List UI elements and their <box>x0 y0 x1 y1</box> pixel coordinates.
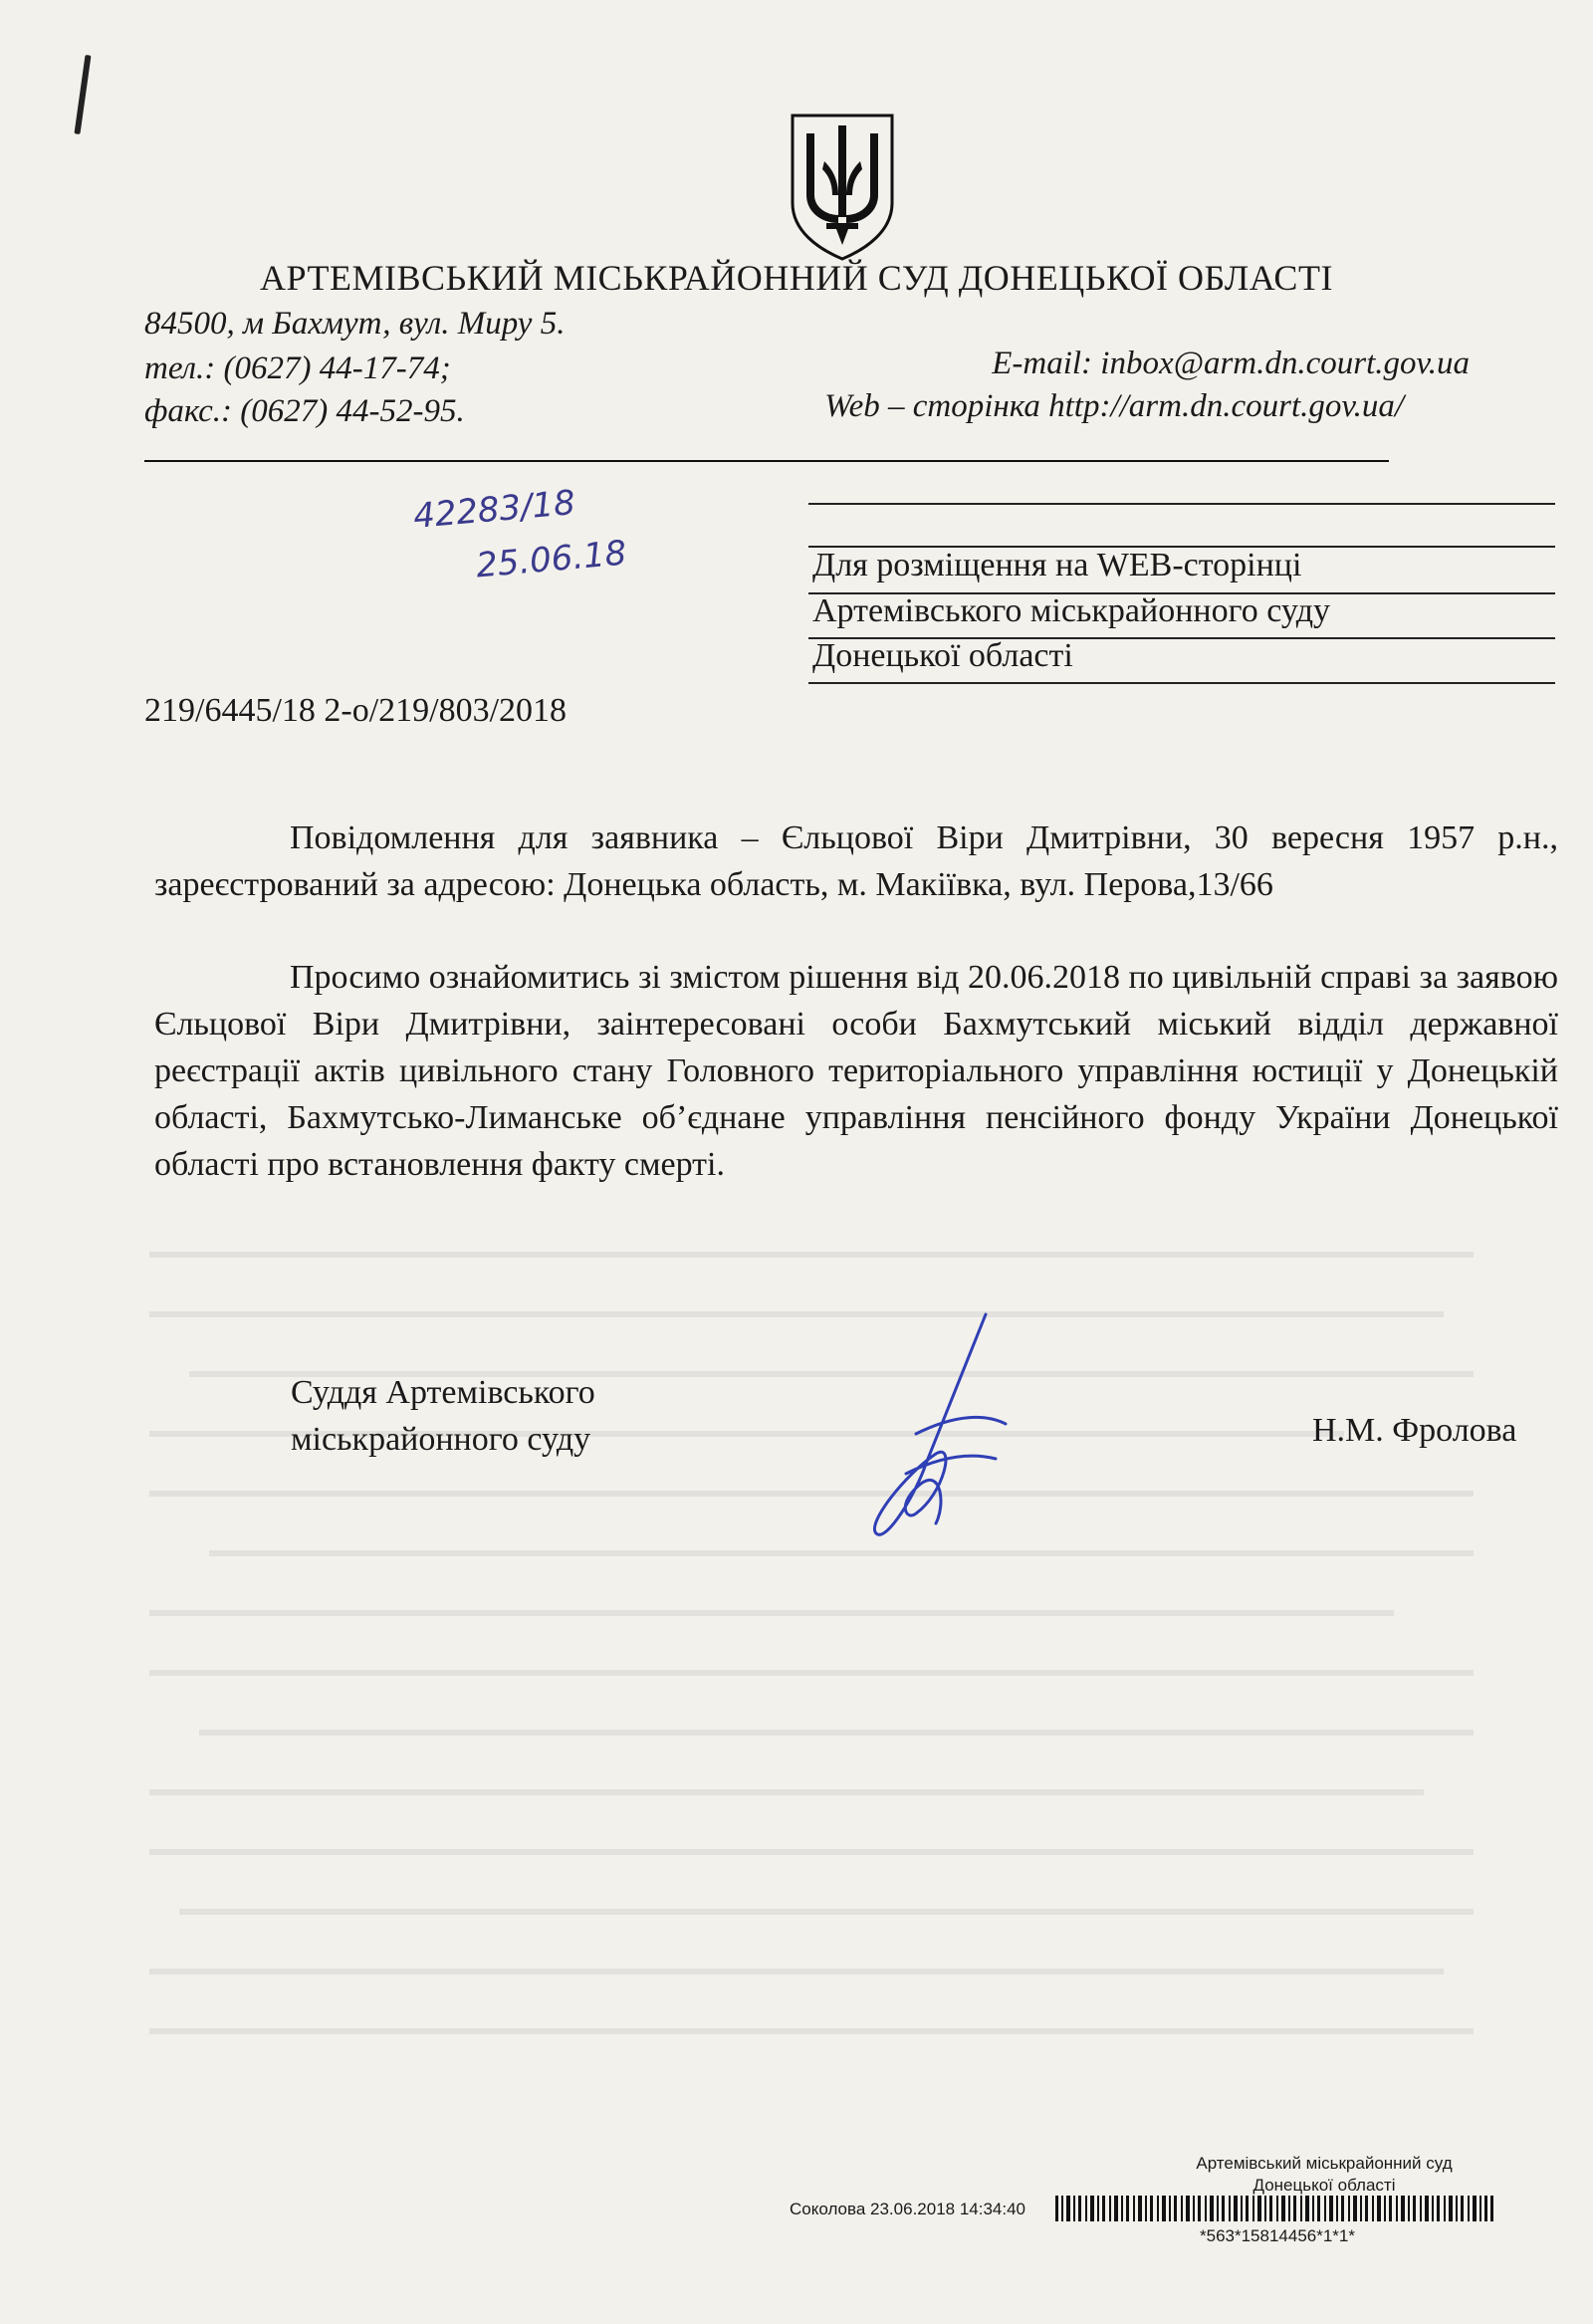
court-name: АРТЕМІВСЬКИЙ МІСЬКРАЙОННИЙ СУД ДОНЕЦЬКОЇ ОБЛАСТІ <box>260 258 1333 298</box>
placement-note-line: Для розміщення на WEB-сторінці <box>812 547 1302 583</box>
registration-date: 25.06.18 <box>474 533 628 586</box>
stamp-meta: Соколова 23.06.2018 14:34:40 <box>790 2200 1026 2218</box>
placement-rule <box>808 503 1555 505</box>
barcode-icon <box>1055 2196 1493 2221</box>
court-email: E-mail: inbox@arm.dn.court.gov.ua <box>992 346 1470 381</box>
judge-title <box>291 1369 595 1463</box>
placement-note-line: Артемівського міськрайонного суду <box>812 592 1331 629</box>
court-phone: тел.: (0627) 44-17-74; <box>144 350 451 386</box>
header-divider <box>144 460 1389 462</box>
stamp-court-line: Донецької області <box>1252 2176 1396 2195</box>
court-web: Web – сторінка http://arm.dn.court.gov.ua/ <box>824 388 1404 424</box>
court-fax: факс.: (0627) 44-52-95. <box>144 393 465 429</box>
stamp-court-line: Артемівський міськрайонний суд <box>1196 2154 1453 2173</box>
request-paragraph <box>154 954 1558 1188</box>
placement-rule <box>808 682 1555 684</box>
judge-title-line: міськрайонного суду <box>291 1421 591 1458</box>
notice-recipient-text: Повідомлення для заявника – Єльцової Віри Дмитрівни, 30 вересня 1957 р.н., зареєстрований за адресою: Донецька область, м. Макіївка, вул. Перова,13/66 <box>154 819 1558 903</box>
placement-note-line: Донецької області <box>812 637 1073 674</box>
court-address: 84500, м Бахмут, вул. Миру 5. <box>144 306 566 342</box>
trident-emblem-icon <box>787 112 898 261</box>
corner-pen-mark <box>74 55 91 134</box>
stamp-code: *563*15814456*1*1* <box>1200 2226 1355 2245</box>
case-number: 219/6445/18 2-о/219/803/2018 <box>144 692 568 729</box>
request-text: Просимо ознайомитись зі змістом рішення від 20.06.2018 по цивільній справі за заявою Єльцової Віри Дмитрівни, заінтересовані особи Бахмутський міський відділ державної реєстрації актів цивільного стану Головного територіального управління юстиції у Донецькій області, Бахмутсько-Лиманське об’єднане управління пенсійного фонду України Донецької області про встановлення факту смерті. <box>154 959 1558 1183</box>
judge-name: Н.М. Фролова <box>1312 1412 1517 1449</box>
notice-paragraph <box>154 814 1558 908</box>
judge-title-line: Суддя Артемівського <box>291 1374 595 1411</box>
handwritten-signature <box>846 1304 1045 1563</box>
registration-number: 42283/18 <box>411 482 577 538</box>
